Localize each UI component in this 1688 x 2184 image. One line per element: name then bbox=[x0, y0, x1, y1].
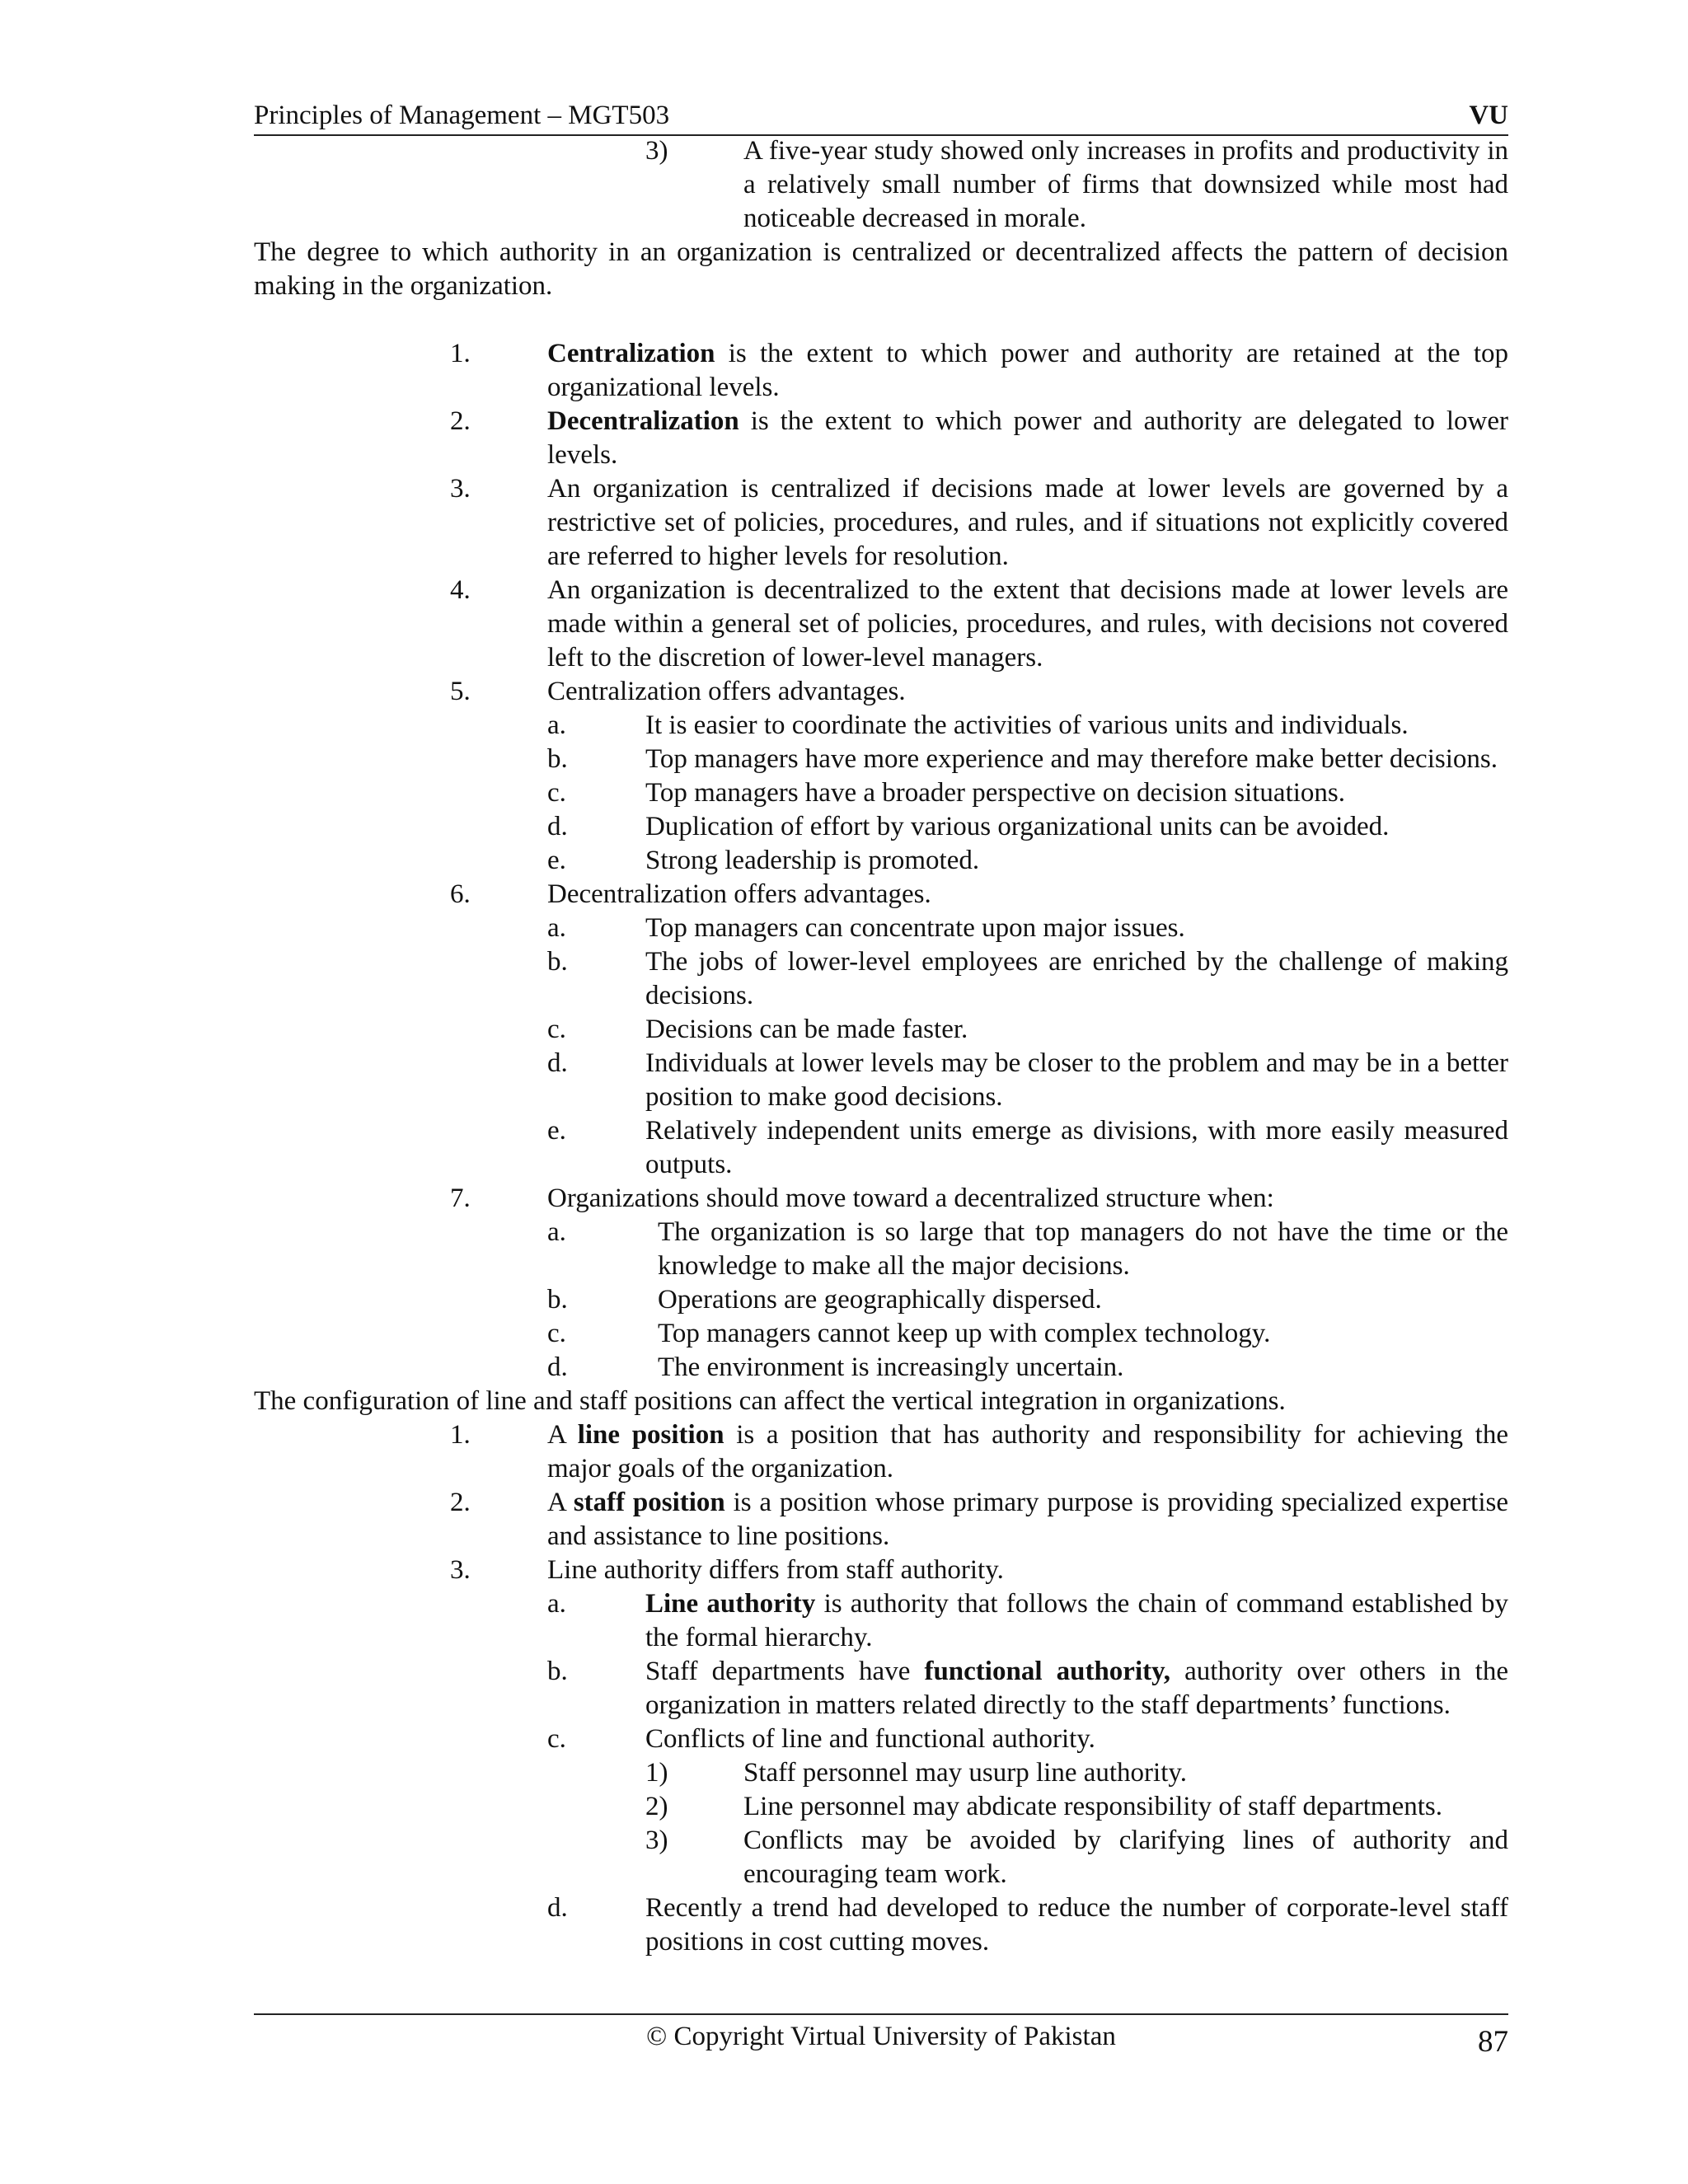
item-prefix: Staff departments have bbox=[645, 1657, 925, 1686]
page-header bbox=[254, 95, 1508, 136]
item-prefix: A bbox=[547, 1420, 578, 1450]
sub-list-item bbox=[254, 810, 1508, 844]
page-content bbox=[254, 134, 1508, 1959]
item-text: Centralization offers advantages. bbox=[547, 677, 906, 706]
item-text: The environment is increasingly uncertain. bbox=[658, 1352, 1124, 1382]
item-text: Conflicts may be avoided by clarifying lines of authority and encouraging team work. bbox=[743, 1825, 1508, 1889]
item-letter: b. bbox=[547, 1285, 568, 1315]
sub-list-item bbox=[254, 1722, 1508, 1756]
paragraph: The degree to which authority in an organization is centralized or decentralized affects the pattern of decision making in the organization. bbox=[254, 237, 1508, 301]
item-text: The jobs of lower-level employees are enriched by the challenge of making decisions. bbox=[645, 947, 1508, 1010]
paragraph: The configuration of line and staff positions can affect the vertical integration in organizations. bbox=[254, 1386, 1286, 1416]
item-number: 1) bbox=[645, 1758, 668, 1788]
sub-list-item bbox=[254, 709, 1508, 743]
item-text bbox=[547, 1418, 1508, 1486]
sub-list-item bbox=[254, 1114, 1508, 1182]
sub-list-item bbox=[254, 743, 1508, 776]
item-text: Decisions can be made faster. bbox=[645, 1015, 968, 1044]
item-text: It is easier to coordinate the activities of various units and individuals. bbox=[645, 710, 1409, 740]
item-text bbox=[547, 1486, 1508, 1554]
item-number: 1. bbox=[450, 1420, 471, 1450]
list-item bbox=[254, 1554, 1508, 1587]
list-item bbox=[254, 1418, 1508, 1486]
item-text: Line authority differs from staff authority. bbox=[547, 1555, 1004, 1585]
item-letter: e. bbox=[547, 846, 566, 875]
item-number: 2. bbox=[450, 406, 471, 436]
list-item bbox=[254, 337, 1508, 405]
item-letter: e. bbox=[547, 1116, 566, 1146]
sub-list-item bbox=[254, 1013, 1508, 1047]
nested-list-item bbox=[254, 1790, 1508, 1824]
item-letter: c. bbox=[547, 1015, 566, 1044]
sub-list-item bbox=[254, 1216, 1508, 1283]
item-text: Operations are geographically dispersed. bbox=[658, 1285, 1102, 1315]
item-text: Top managers have more experience and may therefore make better decisions. bbox=[645, 744, 1498, 774]
sub-list-item bbox=[254, 1283, 1508, 1317]
item-text: Recently a trend had developed to reduce the number of corporate-level staff positions in cost cutting moves. bbox=[645, 1893, 1508, 1957]
sub-list-item bbox=[254, 776, 1508, 810]
header-title: Principles of Management – MGT503 bbox=[254, 101, 670, 130]
item-text: Conflicts of line and functional authority. bbox=[645, 1724, 1095, 1754]
item-number: 7. bbox=[450, 1183, 471, 1213]
term-bold: Line authority bbox=[645, 1589, 816, 1619]
item-body: is authority that follows the chain of command established by the formal hierarchy. bbox=[645, 1589, 1508, 1652]
item-number: 3) bbox=[645, 1825, 668, 1855]
item-letter: b. bbox=[547, 1657, 568, 1686]
sub-list-item bbox=[254, 945, 1508, 1013]
item-text: Top managers cannot keep up with complex technology. bbox=[658, 1319, 1271, 1348]
item-text: Line personnel may abdicate responsibility of staff departments. bbox=[743, 1792, 1442, 1821]
item-text: Individuals at lower levels may be closer to the problem and may be in a better position to make good decisions. bbox=[645, 1048, 1508, 1112]
list-item bbox=[254, 675, 1508, 709]
page-footer bbox=[254, 2013, 1508, 2064]
item-text: An organization is centralized if decisions made at lower levels are governed by a restrictive set of policies, procedures, and rules, and if situations not explicitly covered are referred to higher levels for resolution. bbox=[547, 474, 1508, 571]
term-bold: staff position bbox=[573, 1488, 725, 1517]
list-item bbox=[254, 134, 1508, 236]
item-text bbox=[645, 1587, 1508, 1655]
item-letter: d. bbox=[547, 1352, 568, 1382]
item-number: 3. bbox=[450, 1555, 471, 1585]
item-body: is a position whose primary purpose is providing specialized expertise and assistance to line positions. bbox=[547, 1488, 1509, 1551]
spacer bbox=[254, 303, 1508, 337]
term-bold: Centralization bbox=[547, 339, 715, 368]
item-letter: a. bbox=[547, 1217, 566, 1247]
page-number: 87 bbox=[1478, 2025, 1508, 2059]
item-text: Strong leadership is promoted. bbox=[645, 846, 980, 875]
item-letter: a. bbox=[547, 1589, 566, 1619]
item-letter: c. bbox=[547, 778, 566, 808]
header-vu-label: VU bbox=[1469, 101, 1508, 130]
item-text bbox=[645, 1655, 1508, 1722]
item-number: 6. bbox=[450, 879, 471, 909]
item-number: 4. bbox=[450, 575, 471, 605]
item-number: 2) bbox=[645, 1792, 668, 1821]
sub-list-item bbox=[254, 912, 1508, 945]
item-letter: d. bbox=[547, 1893, 568, 1923]
item-letter: c. bbox=[547, 1319, 566, 1348]
item-text: Staff personnel may usurp line authority. bbox=[743, 1758, 1187, 1788]
list-item bbox=[254, 1486, 1508, 1554]
list-item bbox=[254, 405, 1508, 472]
term-bold: Decentralization bbox=[547, 406, 739, 436]
item-letter: a. bbox=[547, 710, 566, 740]
item-letter: b. bbox=[547, 744, 568, 774]
item-text: The organization is so large that top managers do not have the time or the knowledge to make all the major decisions. bbox=[658, 1217, 1508, 1281]
item-body: authority over others in the organization in matters related directly to the staff departments’ functions. bbox=[645, 1657, 1508, 1720]
item-letter: d. bbox=[547, 812, 568, 841]
item-body: is the extent to which power and authority are delegated to lower levels. bbox=[547, 406, 1508, 470]
item-text: Relatively independent units emerge as divisions, with more easily measured outputs. bbox=[645, 1116, 1508, 1179]
term-bold: line position bbox=[577, 1420, 724, 1450]
item-letter: d. bbox=[547, 1048, 568, 1078]
list-item bbox=[254, 878, 1508, 912]
sub-list-item bbox=[254, 844, 1508, 878]
item-text: Decentralization offers advantages. bbox=[547, 879, 931, 909]
item-body: is the extent to which power and authority are retained at the top organizational levels. bbox=[547, 339, 1508, 402]
sub-list-item bbox=[254, 1047, 1508, 1114]
item-text bbox=[547, 337, 1508, 405]
item-text: Top managers can concentrate upon major issues. bbox=[645, 913, 1185, 943]
sub-list-item bbox=[254, 1317, 1508, 1351]
list-item bbox=[254, 574, 1508, 675]
term-bold: functional authority, bbox=[924, 1657, 1171, 1686]
item-prefix: A bbox=[547, 1488, 574, 1517]
sub-list-item bbox=[254, 1351, 1508, 1385]
list-item bbox=[254, 472, 1508, 574]
item-text: A five-year study showed only increases in profits and productivity in a relatively small number of firms that downsized while most had noticeable decreased in morale. bbox=[743, 136, 1508, 233]
sub-list-item bbox=[254, 1891, 1508, 1959]
item-letter: a. bbox=[547, 913, 566, 943]
item-letter: b. bbox=[547, 947, 568, 977]
item-text: An organization is decentralized to the extent that decisions made at lower levels are made within a general set of policies, procedures, and rules, with decisions not covered left to the discretion of lower-level managers. bbox=[547, 575, 1508, 673]
item-number: 1. bbox=[450, 339, 471, 368]
item-number: 3) bbox=[645, 136, 668, 166]
sub-list-item bbox=[254, 1587, 1508, 1655]
item-text bbox=[547, 405, 1508, 472]
item-letter: c. bbox=[547, 1724, 566, 1754]
nested-list-item bbox=[254, 1756, 1508, 1790]
nested-list-item bbox=[254, 1824, 1508, 1891]
item-body: is a position that has authority and responsibility for achieving the major goals of the organization. bbox=[547, 1420, 1508, 1483]
item-number: 5. bbox=[450, 677, 471, 706]
item-text: Duplication of effort by various organizational units can be avoided. bbox=[645, 812, 1390, 841]
list-item bbox=[254, 1182, 1508, 1216]
item-number: 3. bbox=[450, 474, 471, 504]
item-text: Organizations should move toward a decentralized structure when: bbox=[547, 1183, 1274, 1213]
footer-copyright: © Copyright Virtual University of Pakistan bbox=[646, 2022, 1116, 2051]
item-number: 2. bbox=[450, 1488, 471, 1517]
item-text: Top managers have a broader perspective on decision situations. bbox=[645, 778, 1345, 808]
sub-list-item bbox=[254, 1655, 1508, 1722]
